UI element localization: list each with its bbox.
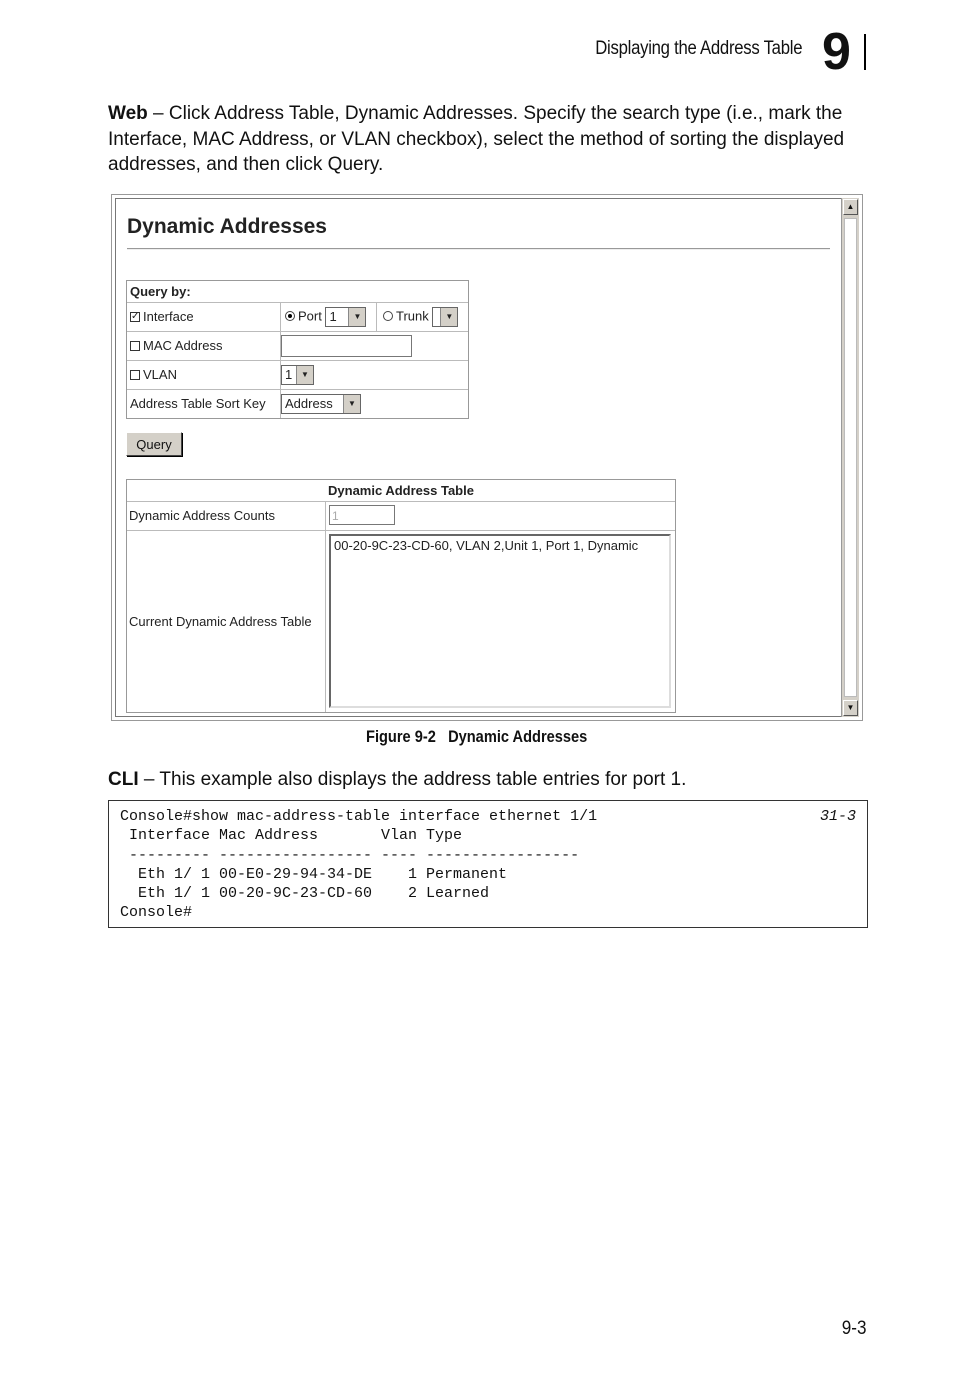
header-rule (864, 34, 866, 70)
figure-caption (0, 727, 954, 747)
interface-row (127, 302, 468, 331)
query-button[interactable]: Query (126, 432, 182, 456)
mac-address-label: MAC Address (143, 338, 223, 353)
page-title: Dynamic Addresses (127, 215, 327, 238)
scroll-down-arrow-icon[interactable]: ▼ (843, 700, 858, 716)
trunk-select[interactable] (432, 307, 458, 327)
cli-code-block (108, 800, 868, 928)
code-line: Console# (120, 904, 193, 922)
title-divider (127, 248, 830, 250)
vlan-select-arrow-icon[interactable]: ▼ (296, 366, 313, 384)
trunk-select-arrow-icon[interactable]: ▼ (440, 308, 457, 326)
code-line: Eth 1/ 1 00-20-9C-23-CD-60 2 Learned (120, 885, 490, 903)
port-radio[interactable] (285, 311, 295, 321)
mac-address-row (127, 331, 468, 360)
port-select-arrow-icon[interactable]: ▼ (348, 308, 365, 326)
vlan-row (127, 360, 468, 389)
scrollbar-track[interactable] (844, 218, 857, 697)
current-table-row (127, 531, 675, 712)
figure-caption-text: Figure 9-2 Dynamic Addresses (366, 727, 588, 746)
code-line: Eth 1/ 1 00-E0-29-94-34-DE 1 Permanent (120, 865, 508, 883)
running-header-title: Displaying the Address Table (594, 38, 802, 59)
vlan-select-value: 1 (285, 367, 293, 382)
vlan-label: VLAN (143, 367, 177, 382)
current-address-listbox[interactable] (329, 534, 671, 708)
web-label: Web (108, 103, 148, 124)
scroll-up-arrow-icon[interactable]: ▲ (843, 199, 858, 215)
mac-address-input[interactable] (281, 335, 412, 357)
query-heading: Query by: (130, 284, 191, 299)
code-line: Console#show mac-address-table interface ethernet 1/1 (120, 808, 598, 825)
mac-address-checkbox[interactable] (130, 341, 140, 351)
interface-label: Interface (143, 309, 194, 324)
port-select[interactable] (325, 307, 366, 327)
port-select-value: 1 (329, 309, 337, 324)
address-entry[interactable]: 00-20-9C-23-CD-60, VLAN 2,Unit 1, Port 1, Dynamic (334, 538, 639, 553)
counts-label: Dynamic Address Counts (127, 502, 326, 530)
query-table (126, 280, 469, 419)
cli-label: CLI (108, 769, 139, 790)
dynamic-address-table (126, 479, 676, 713)
sort-key-select-value: Address (285, 396, 333, 411)
sort-key-label: Address Table Sort Key (127, 390, 281, 418)
vertical-scrollbar[interactable] (841, 198, 859, 717)
interface-checkbox[interactable]: ✓ (131, 310, 140, 322)
chapter-number: 9 (822, 23, 851, 81)
web-text: – Click Address Table, Dynamic Addresses. Specify the search type (i.e., mark the Interface, MAC Address, or VLAN checkbox), select the method of sorting the displayed addresses, and then click Query. (108, 103, 845, 175)
dynamic-addresses-screenshot (111, 194, 863, 721)
sort-key-select-arrow-icon[interactable]: ▼ (343, 395, 360, 413)
sort-key-select[interactable] (281, 394, 361, 414)
trunk-label: Trunk (396, 308, 429, 324)
dynamic-table-heading: Dynamic Address Table (127, 480, 675, 502)
current-table-label: Current Dynamic Address Table (127, 531, 326, 712)
counts-value-field: 1 (329, 505, 395, 525)
cli-text: – This example also displays the address table entries for port 1. (138, 769, 687, 790)
page-number: 9-3 (841, 1318, 866, 1339)
command-reference: 31-3 (819, 808, 856, 825)
vlan-select[interactable] (281, 365, 314, 385)
code-line: Interface Mac Address Vlan Type (120, 827, 463, 845)
port-label: Port (298, 308, 322, 324)
trunk-radio[interactable] (383, 311, 393, 321)
code-line: --------- ----------------- ---- ----------------- (120, 846, 580, 864)
cli-instructions (108, 767, 878, 793)
sort-key-row (127, 389, 468, 418)
vlan-checkbox[interactable] (130, 370, 140, 380)
counts-row (127, 502, 675, 531)
web-instructions (108, 101, 878, 178)
